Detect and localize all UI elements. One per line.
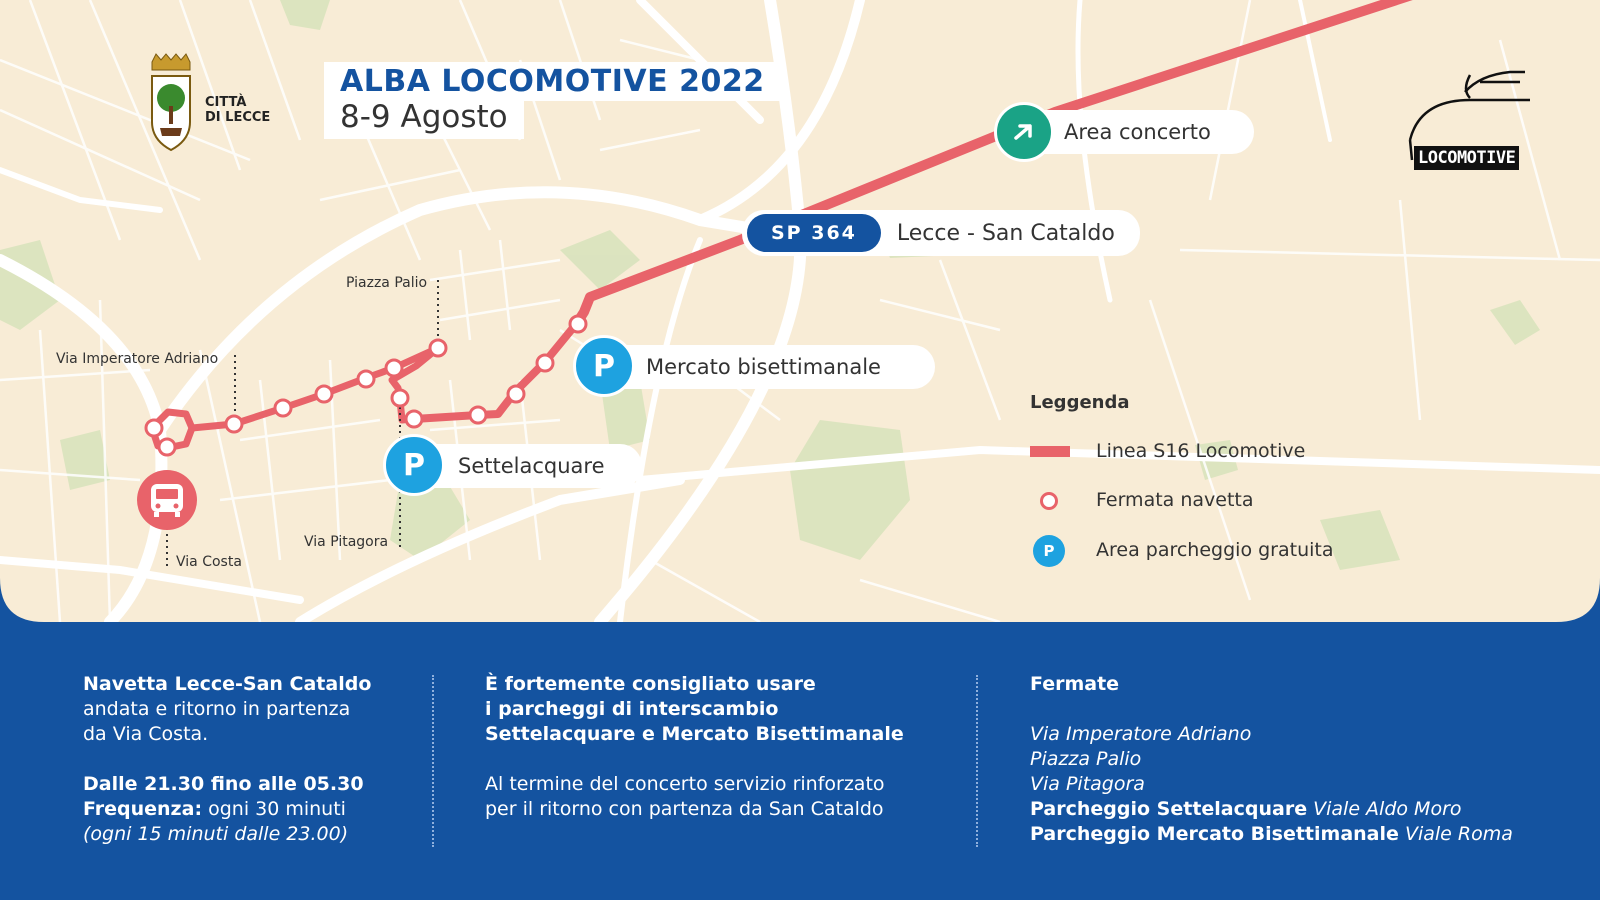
label-piazza-palio: Piazza Palio bbox=[346, 275, 428, 291]
bus-icon bbox=[137, 470, 197, 530]
frequency-value: ogni 30 minuti bbox=[202, 798, 346, 820]
legend-item-line: Linea S16 Locomotive bbox=[1096, 440, 1306, 462]
arrow-icon bbox=[994, 102, 1054, 162]
stop-item: Via Imperatore Adriano bbox=[1030, 723, 1252, 745]
stop-marker bbox=[430, 340, 446, 356]
advice-bold-1: È fortemente consigliato usare bbox=[485, 673, 816, 695]
info-column-shuttle bbox=[83, 672, 413, 847]
stop-marker bbox=[275, 400, 291, 416]
parking-icon bbox=[383, 434, 445, 496]
stop-marker bbox=[406, 411, 422, 427]
stop-item: Via Pitagora bbox=[1030, 773, 1145, 795]
label-via-imperatore-adriano: Via Imperatore Adriano bbox=[56, 351, 219, 367]
advice-text-1: Al termine del concerto servizio rinforzato bbox=[485, 773, 885, 795]
road-name: Lecce - San Cataldo bbox=[896, 220, 1115, 246]
stop-marker bbox=[146, 420, 162, 436]
label-via-costa: Via Costa bbox=[176, 554, 242, 570]
parking-stop-address: Viale Aldo Moro bbox=[1307, 798, 1462, 820]
page-subtitle: 8-9 Agosto bbox=[324, 99, 524, 139]
road-badge: SP 364 bbox=[747, 214, 881, 252]
page-title: ALBA LOCOMOTIVE 2022 bbox=[324, 62, 781, 101]
stop-marker bbox=[226, 416, 242, 432]
legend-parking-glyph: P bbox=[1043, 542, 1055, 560]
settelacquare-label: Settelacquare bbox=[458, 454, 605, 478]
shuttle-line1: andata e ritorno in partenza bbox=[83, 698, 351, 720]
stop-marker bbox=[570, 316, 586, 332]
parking-glyph: P bbox=[593, 348, 615, 384]
city-logo-text bbox=[205, 95, 270, 125]
stop-marker bbox=[537, 355, 553, 371]
parking-stop-address: Viale Roma bbox=[1398, 823, 1513, 845]
advice-bold-2: i parcheggi di interscambio bbox=[485, 698, 779, 720]
city-logo-line1: CITTÀ bbox=[205, 95, 247, 110]
shuttle-hours: Dalle 21.30 fino alle 05.30 bbox=[83, 773, 364, 795]
locomotive-logo bbox=[1414, 146, 1519, 170]
parking-stop-name: Parcheggio Settelacquare bbox=[1030, 798, 1308, 820]
stop-marker bbox=[508, 386, 524, 402]
frequency-label: Frequenza: bbox=[83, 798, 203, 820]
area-concerto-label: Area concerto bbox=[1064, 120, 1211, 144]
line-swatch-icon bbox=[1030, 446, 1070, 457]
frequency-note: (ogni 15 minuti dalle 23.00) bbox=[83, 823, 349, 845]
info-column-parking-advice bbox=[485, 672, 945, 822]
stop-marker bbox=[316, 386, 332, 402]
parking-icon bbox=[573, 335, 635, 397]
stops-title: Fermate bbox=[1030, 673, 1120, 695]
shuttle-line2: da Via Costa. bbox=[83, 723, 209, 745]
city-coat-of-arms bbox=[152, 54, 190, 150]
city-logo-line2: DI LECCE bbox=[205, 110, 271, 125]
stop-marker bbox=[470, 407, 486, 423]
info-column-stops bbox=[1030, 672, 1570, 847]
stop-marker bbox=[392, 390, 408, 406]
shuttle-title: Navetta Lecce-San Cataldo bbox=[83, 673, 372, 695]
stop-marker bbox=[159, 439, 175, 455]
mercato-label: Mercato bisettimanale bbox=[646, 355, 881, 379]
title-box bbox=[324, 62, 781, 139]
column-divider bbox=[432, 675, 434, 847]
stop-item: Piazza Palio bbox=[1030, 748, 1142, 770]
parking-stop-name: Parcheggio Mercato Bisettimanale bbox=[1030, 823, 1399, 845]
stop-circle-icon bbox=[1040, 492, 1058, 510]
stop-marker bbox=[358, 371, 374, 387]
label-via-pitagora: Via Pitagora bbox=[304, 534, 389, 550]
mercato-parking-marker bbox=[590, 345, 935, 389]
parking-icon bbox=[1033, 535, 1065, 567]
column-divider bbox=[976, 675, 978, 847]
road-label bbox=[742, 210, 1140, 256]
legend-title: Leggenda bbox=[1030, 392, 1130, 413]
stop-marker bbox=[386, 360, 402, 376]
locomotive-logo-text: LOCOMOTIVE bbox=[1418, 148, 1516, 168]
parking-glyph: P bbox=[403, 447, 425, 483]
advice-text-2: per il ritorno con partenza da San Cataldo bbox=[485, 798, 884, 820]
legend-item-parking: Area parcheggio gratuita bbox=[1096, 539, 1334, 561]
legend-item-stop: Fermata navetta bbox=[1096, 489, 1254, 511]
advice-bold-3: Settelacquare e Mercato Bisettimanale bbox=[485, 723, 904, 745]
